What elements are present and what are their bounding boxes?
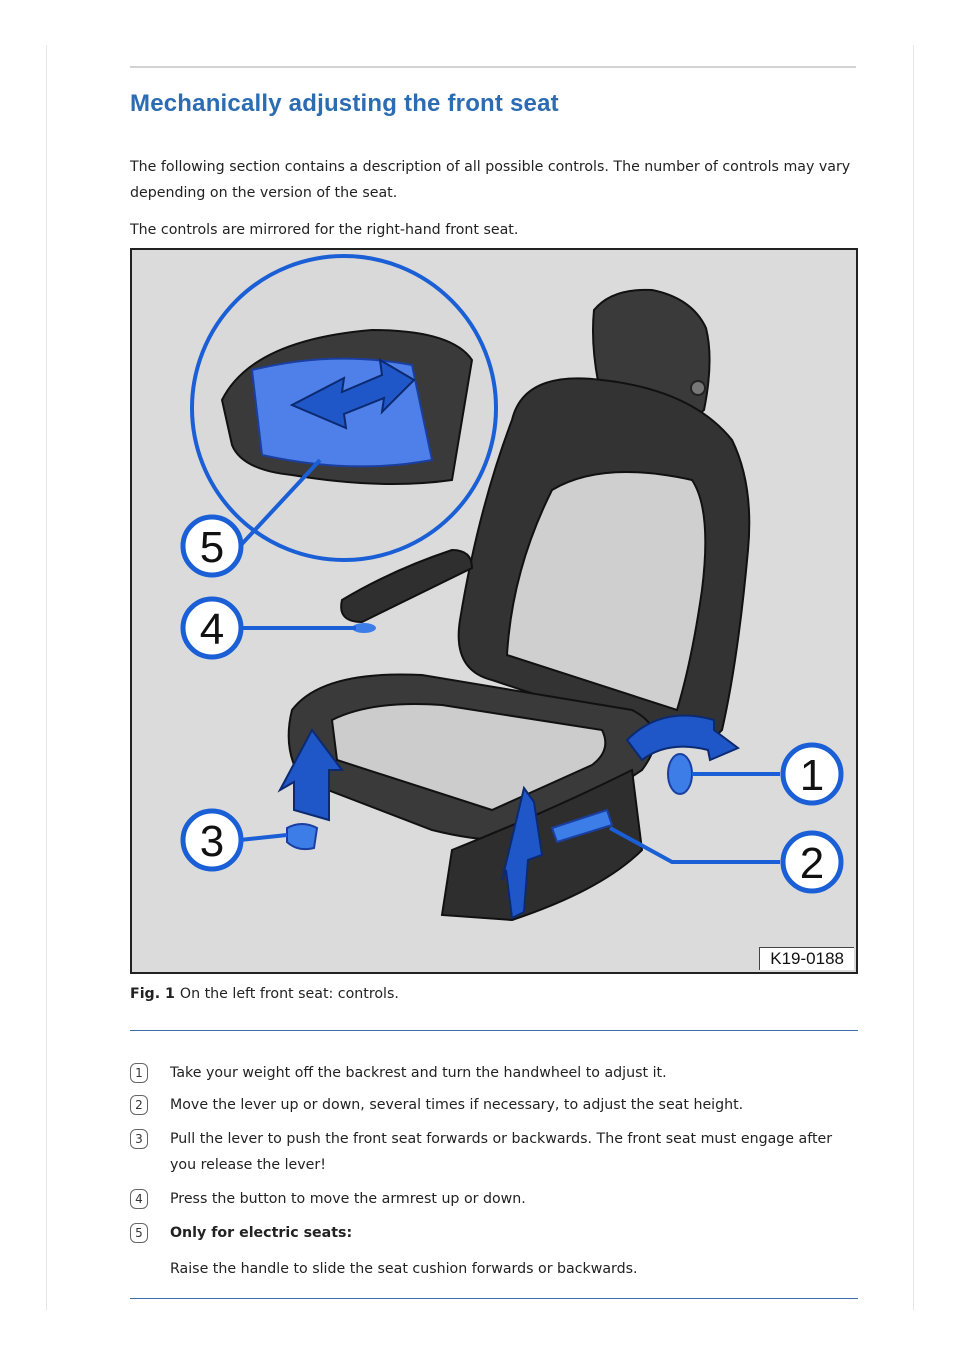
- callout-2: [783, 833, 841, 891]
- page-margin-right: [913, 45, 914, 1310]
- seat-controls-figure: [130, 248, 858, 974]
- handwheel-1: [668, 754, 692, 794]
- item-text: Raise the handle to slide the seat cushion forwards or backwards.: [170, 1261, 638, 1277]
- intro-paragraph-1: The following section contains a description of all possible controls. The number of controls may vary depending on the version of the seat.: [130, 159, 851, 201]
- item-number: 2: [130, 1095, 148, 1115]
- separator-top: [130, 1030, 858, 1031]
- separator-bottom: [130, 1298, 858, 1299]
- fore-aft-lever-3: [287, 824, 317, 849]
- item-number: 4: [130, 1189, 148, 1209]
- item-text: Move the lever up or down, several times if necessary, to adjust the seat height.: [170, 1097, 744, 1113]
- callout-5: [183, 517, 241, 575]
- callout-3-label: 3: [199, 817, 225, 866]
- item-number: 3: [130, 1129, 148, 1149]
- item-text: Press the button to move the armrest up or down.: [170, 1191, 526, 1207]
- item-number: 1: [130, 1063, 148, 1083]
- seat-illustration: [132, 250, 856, 972]
- item-number: 5: [130, 1223, 148, 1243]
- item-heading: Only for electric seats:: [170, 1225, 353, 1241]
- callout-4: [183, 599, 241, 657]
- figure-caption-text: On the left front seat: controls.: [179, 986, 399, 1002]
- callout-5-label: 5: [199, 523, 225, 572]
- figure-caption: [130, 986, 399, 1002]
- callout-2-label: 2: [799, 839, 825, 888]
- figure-code: K19-0188: [759, 947, 854, 970]
- callout-4-label: 4: [199, 605, 225, 654]
- callout-1-label: 1: [799, 751, 825, 800]
- intro-paragraph-2: The controls are mirrored for the right-hand front seat.: [130, 222, 519, 238]
- item-text: Take your weight off the backrest and turn the handwheel to adjust it.: [170, 1065, 667, 1081]
- top-rule: [130, 66, 856, 68]
- page-title: Mechanically adjusting the front seat: [130, 90, 559, 117]
- callout-3: [183, 811, 241, 869]
- page-margin-left: [46, 45, 47, 1310]
- callout-1: [783, 745, 841, 803]
- headrest-button: [691, 381, 705, 395]
- item-text: Pull the lever to push the front seat forwards or backwards. The front seat must engage after you release the lever!: [170, 1131, 833, 1173]
- figure-caption-label: Fig. 1: [130, 986, 175, 1002]
